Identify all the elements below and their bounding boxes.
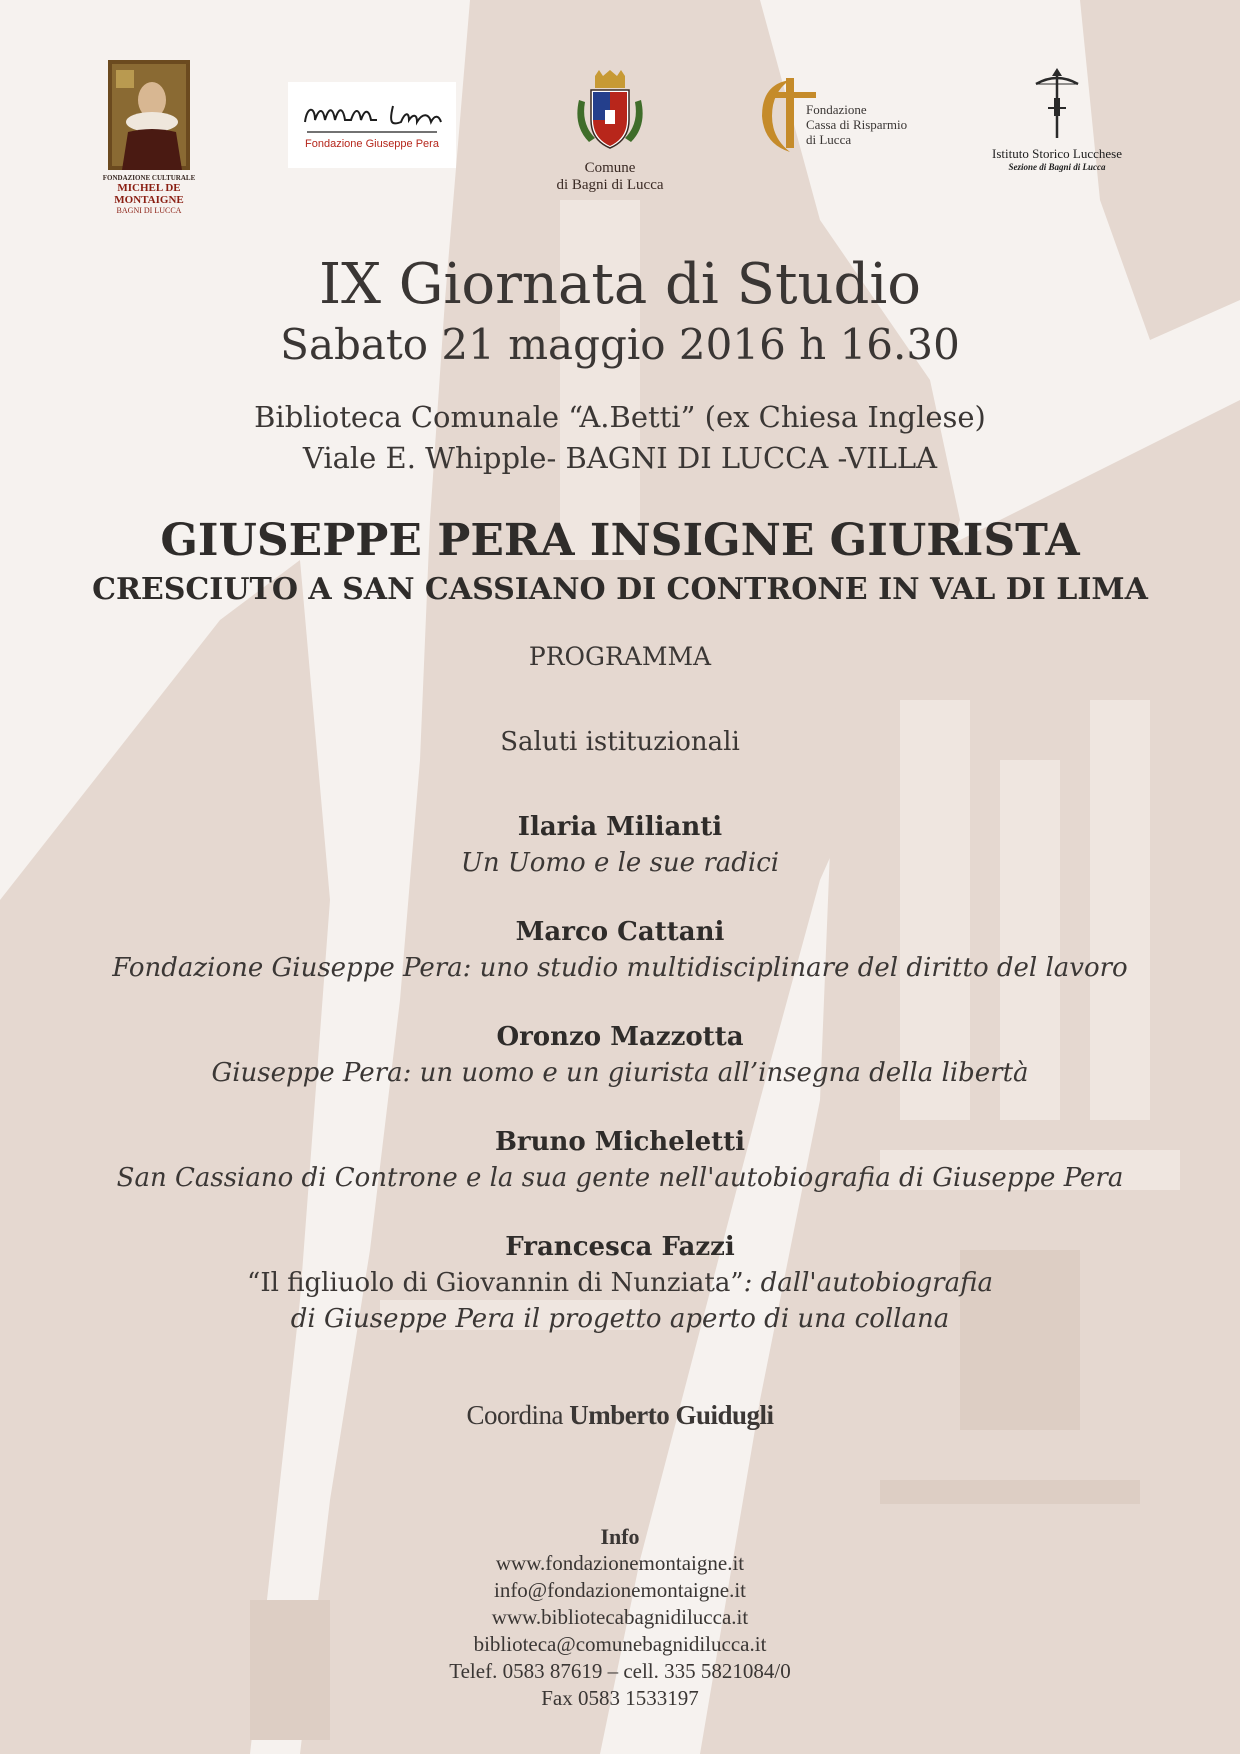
sponsor-logos (0, 60, 1240, 215)
speaker-item (0, 809, 1240, 881)
speaker-name: Marco Cattani (515, 917, 725, 947)
speaker-item (0, 1019, 1240, 1091)
coordinator (0, 1400, 1240, 1431)
speaker-topic: Un Uomo e le sue radici (460, 848, 780, 878)
event-date: Sabato 21 maggio 2016 h 16.30 (280, 320, 960, 369)
info-label: Info (600, 1524, 640, 1549)
coat-of-arms-icon (571, 70, 649, 154)
speaker-topic-title: “Il figliuolo di Giovannin di Nunziata” (247, 1268, 744, 1298)
info-library-website[interactable]: www.bibliotecabagnidilucca.it (491, 1605, 749, 1629)
speaker-name: Francesca Fazzi (505, 1232, 735, 1262)
istituto-line1: Istituto Storico Lucchese (992, 146, 1122, 161)
crossbow-icon (1032, 68, 1082, 142)
info-block (0, 1523, 1240, 1712)
speaker-name: Bruno Micheletti (494, 1127, 746, 1157)
istituto-logo (968, 68, 1146, 172)
headline-line1: GIUSEPPE PERA INSIGNE GIURISTA (160, 515, 1080, 566)
montaigne-line2: MICHEL DE MONTAIGNE (114, 182, 184, 206)
comune-line2: di Bagni di Lucca (556, 177, 664, 193)
venue-line1: Biblioteca Comunale “A.Betti” (ex Chiesa Inglese) (254, 400, 986, 434)
speaker-item (0, 1124, 1240, 1196)
cassa-logo (756, 72, 936, 164)
info-phone: Telef. 0583 87619 – cell. 335 5821084/0 (449, 1659, 791, 1683)
cassa-text (806, 102, 907, 147)
event-title: IX Giornata di Studio (318, 252, 922, 317)
comune-logo (530, 70, 690, 194)
info-email[interactable]: info@fondazionemontaigne.it (493, 1578, 747, 1602)
portrait-icon (108, 60, 190, 170)
comune-line1: Comune (584, 160, 636, 176)
greetings-label: Saluti istituzionali (500, 727, 740, 757)
signature-icon (297, 92, 447, 136)
speaker-item (0, 1229, 1240, 1337)
cassa-line2: Cassa di Risparmio (806, 117, 908, 132)
speaker-topic-line2: di Giuseppe Pera il progetto aperto di una collana (290, 1304, 950, 1334)
speaker-name: Oronzo Mazzotta (496, 1022, 744, 1052)
speaker-item (0, 914, 1240, 986)
cassa-line3: di Lucca (806, 132, 852, 147)
coordinator-label: Coordina (466, 1400, 563, 1430)
speaker-topic-rest: : dall'autobiografia (743, 1268, 993, 1298)
speaker-topic: San Cassiano di Controne e la sua gente nell'autobiografia di Giuseppe Pera (116, 1163, 1124, 1193)
speaker-topic: Giuseppe Pera: un uomo e un giurista all’insegna della libertà (211, 1058, 1029, 1088)
speaker-topic (0, 1265, 1240, 1301)
info-website[interactable]: www.fondazionemontaigne.it (495, 1551, 745, 1575)
pera-logo (288, 82, 456, 168)
montaigne-line3: BAGNI DI LUCCA (116, 206, 182, 215)
coordinator-name: Umberto Guidugli (569, 1400, 774, 1430)
programme-label: PROGRAMMA (528, 642, 712, 671)
headline-line2: CRESCIUTO A SAN CASSIANO DI CONTRONE IN VAL DI LIMA (92, 572, 1148, 607)
istituto-line2: Sezione di Bagni di Lucca (1008, 162, 1106, 172)
pera-label: Fondazione Giuseppe Pera (305, 138, 439, 150)
info-library-email[interactable]: biblioteca@comunebagnidilucca.it (473, 1632, 767, 1656)
cassa-line1: Fondazione (806, 102, 867, 117)
info-fax: Fax 0583 1533197 (541, 1686, 699, 1710)
speaker-name: Ilaria Milianti (517, 812, 723, 842)
montaigne-line1: FONDAZIONE CULTURALE (102, 174, 196, 182)
montaigne-logo (86, 60, 212, 215)
venue-line2: Viale E. Whipple- BAGNI DI LUCCA -VILLA (302, 441, 938, 475)
speaker-topic: Fondazione Giuseppe Pera: uno studio multidisciplinare del diritto del lavoro (112, 953, 1128, 983)
